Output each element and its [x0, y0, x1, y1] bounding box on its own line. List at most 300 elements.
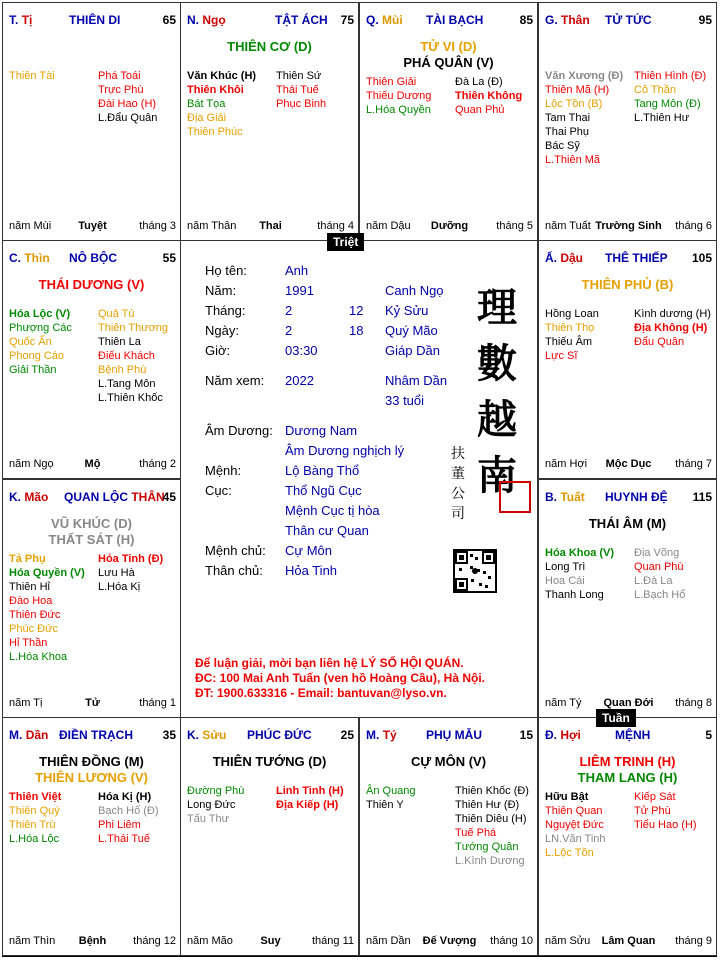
- minor-star: Bát Tọa: [187, 98, 226, 110]
- value-am-duong: Dương Nam: [285, 423, 358, 438]
- minor-star: Tang Môn (Đ): [634, 98, 701, 110]
- palace-header: [9, 251, 176, 267]
- palace-can: T.: [9, 13, 19, 27]
- palace-footer: [187, 935, 354, 949]
- label-ho-ten: Họ tên:: [205, 263, 247, 278]
- label-menh: Mệnh:: [205, 463, 242, 478]
- palace-name-text: TỬ TỨC: [605, 13, 652, 27]
- palace-number: 45: [162, 490, 176, 504]
- palace-position: [187, 728, 226, 742]
- value-gio: 03:30: [285, 343, 318, 358]
- minor-star: Thiên Khốc (Đ): [455, 785, 529, 797]
- minor-star: Kình dương (H): [634, 308, 711, 320]
- minor-stars-left: [187, 784, 244, 826]
- minor-star: Thái Tuế: [276, 84, 319, 96]
- minor-star: Thiên Hư (Đ): [455, 799, 520, 811]
- palace-hoi[interactable]: [538, 717, 717, 956]
- value-menh-chu: Cự Môn: [285, 543, 332, 558]
- minor-star: Thiên Hỉ: [9, 581, 50, 593]
- minor-star: Địa Võng: [634, 547, 680, 559]
- value-cuc: Thổ Ngũ Cục: [285, 483, 362, 498]
- palace-position: [9, 728, 48, 742]
- palace-number: 15: [519, 728, 533, 742]
- main-star: CỰ MÔN (V): [410, 754, 487, 769]
- palace-year: năm Sửu: [545, 935, 591, 947]
- label-cuc: Cục:: [205, 483, 232, 498]
- palace-year: năm Tuất: [545, 220, 591, 232]
- palace-header: [187, 13, 354, 29]
- palace-footer: [9, 458, 176, 472]
- main-star: THẤT SÁT (H): [48, 532, 135, 547]
- minor-star: Thiên Tài: [9, 70, 55, 82]
- calligraphy: [451, 276, 521, 522]
- calligraphy-char: 數: [477, 340, 517, 387]
- label-than-chu: Thân chủ:: [205, 563, 263, 578]
- minor-star: Bạch Hổ (Đ): [98, 805, 159, 817]
- palace-stage: Tuyệt: [78, 220, 107, 232]
- palace-header: [545, 13, 712, 29]
- minor-star: Hỏa Tinh (Đ): [98, 553, 164, 565]
- minor-star: Văn Xương (Đ): [545, 70, 624, 82]
- value-ngay-am: Quý Mão: [385, 323, 438, 338]
- palace-can: C.: [9, 251, 21, 265]
- palace-name-text: ĐIỀN TRẠCH: [59, 728, 133, 742]
- palace-header: [545, 728, 712, 744]
- value-than-chu: Hỏa Tinh: [285, 563, 338, 578]
- palace-position: [545, 13, 590, 27]
- palace-position: [9, 251, 50, 265]
- palace-stage: Đế Vượng: [422, 935, 477, 947]
- minor-star: Long Trì: [545, 561, 586, 573]
- palace-year: năm Dần: [366, 935, 411, 947]
- minor-star: Thiếu Dương: [366, 90, 432, 102]
- minor-star: L.Hóa Khoa: [9, 651, 68, 663]
- minor-star: Nguyệt Đức: [545, 819, 604, 831]
- palace-footer: [545, 458, 712, 472]
- minor-star: Quan Phủ: [455, 104, 505, 116]
- palace-year: năm Ngọ: [9, 458, 54, 470]
- palace-can: K.: [187, 728, 199, 742]
- palace-can: Q.: [366, 13, 379, 27]
- minor-stars-left: [187, 69, 256, 139]
- palace-number: 55: [162, 251, 176, 265]
- palace-year: năm Mão: [187, 935, 233, 947]
- value-nam-am: Canh Ngọ: [385, 283, 444, 298]
- palace-stage: Bệnh: [78, 935, 107, 947]
- minor-star: Phúc Đức: [9, 623, 58, 635]
- red-seal: [499, 481, 531, 513]
- minor-star: Thiếu Âm: [545, 336, 593, 348]
- palace-position: [187, 13, 226, 27]
- palace-stage: Tử: [85, 697, 100, 709]
- minor-star: Hóa Quyền (V): [9, 567, 85, 579]
- minor-star: Cô Thần: [634, 84, 676, 96]
- minor-star: Hoa Cái: [545, 575, 585, 587]
- palace-number: 75: [340, 13, 354, 27]
- palace-chi: Mùi: [382, 13, 403, 27]
- main-star: THÁI ÂM (M): [588, 516, 667, 531]
- minor-star: Hỉ Thần: [9, 637, 48, 649]
- minor-star: Thiên Giải: [366, 76, 417, 88]
- palace-position: [545, 490, 585, 504]
- minor-stars-left: [9, 307, 72, 377]
- palace-than[interactable]: [538, 2, 717, 241]
- minor-stars-left: [366, 75, 431, 117]
- minor-star: L.Lộc Tồn: [545, 847, 594, 859]
- palace-chi: Tuất: [560, 490, 585, 504]
- palace-position: [9, 490, 48, 504]
- minor-star: Thiên Trù: [9, 819, 56, 831]
- minor-star: Phục Binh: [276, 98, 327, 110]
- value-tuoi: 33 tuổi: [385, 393, 425, 408]
- minor-star: Lưu Hà: [98, 567, 135, 579]
- minor-stars-left: [366, 784, 416, 812]
- palace-tuat[interactable]: [538, 479, 717, 718]
- palace-footer: [9, 220, 176, 234]
- palace-header: [9, 728, 176, 744]
- palace-year: năm Dậu: [366, 220, 411, 232]
- minor-star: Đào Hoa: [9, 595, 53, 607]
- value-thang-am: Kỷ Sửu: [385, 303, 429, 318]
- palace-suu[interactable]: [180, 717, 359, 956]
- palace-name-text: HUYNH ĐỆ: [605, 490, 668, 504]
- value-cuc-2: Mệnh Cục tị hòa: [285, 503, 380, 518]
- value-thang-al: 12: [349, 303, 364, 318]
- palace-number: 65: [162, 13, 176, 27]
- value-cuc-3: Thân cư Quan: [285, 523, 369, 538]
- palace-name-text: QUAN LỘC: [64, 490, 128, 504]
- minor-stars-left: [545, 69, 623, 167]
- palace-chi: Tị: [21, 13, 33, 27]
- palace-month: tháng 11: [311, 935, 354, 947]
- label-gio: Giờ:: [205, 343, 231, 358]
- qr-code-graphic: [455, 551, 495, 591]
- minor-star: Tuế Phá: [455, 827, 497, 839]
- minor-stars-left: [9, 69, 55, 83]
- label-ngay: Ngày:: [205, 323, 239, 338]
- palace-name: [275, 13, 328, 27]
- palace-name: [605, 13, 652, 27]
- main-star: VŨ KHÚC (D): [51, 516, 132, 531]
- palace-position: [9, 13, 32, 27]
- calligraphy-small-char: 扶: [451, 446, 465, 462]
- minor-star: L.Thiên Mã: [545, 154, 601, 166]
- calligraphy-small-char: 董: [451, 466, 465, 482]
- minor-stars-right: [634, 790, 697, 832]
- minor-star: Thiên Mã (H): [545, 84, 610, 96]
- minor-star: Tử Phù: [634, 805, 671, 817]
- calligraphy-small: [451, 444, 467, 524]
- minor-star: Hóa Khoa (V): [545, 547, 615, 559]
- value-ngay-al: 18: [349, 323, 364, 338]
- palace-year: năm Tị: [9, 697, 43, 709]
- minor-star: Giải Thần: [9, 364, 57, 376]
- palace-header: [9, 490, 176, 506]
- minor-stars-right: [455, 75, 522, 117]
- contact-line-1: Để luận giải, mời bạn liên hệ LÝ SỐ HỘI QUÁN.: [195, 656, 464, 670]
- contact-footer: [195, 656, 485, 701]
- palace-number: 105: [691, 251, 712, 265]
- palace-stage: Quan Đới: [603, 697, 654, 709]
- palace-footer: [187, 220, 354, 234]
- palace-footer: [9, 697, 176, 711]
- minor-star: Trực Phù: [98, 84, 144, 96]
- value-gio-am: Giáp Dần: [385, 343, 440, 358]
- palace-stage: Thai: [259, 220, 282, 232]
- main-star: THIÊN PHỦ (B): [581, 277, 674, 292]
- palace-can: M.: [366, 728, 380, 742]
- palace-position: [366, 13, 403, 27]
- minor-star: Văn Khúc (H): [187, 70, 257, 82]
- palace-ti[interactable]: [2, 2, 181, 241]
- minor-star: Lộc Tồn (B): [545, 98, 603, 110]
- palace-year: năm Mùi: [9, 220, 52, 232]
- calligraphy-char: 越: [477, 396, 517, 443]
- minor-star: Long Đức: [187, 799, 236, 811]
- minor-star: L.Thiên Hư: [634, 112, 690, 124]
- palace-footer: [366, 935, 533, 949]
- minor-star: L.Hóa Kị: [98, 581, 141, 593]
- minor-star: L.Hóa Quyền: [366, 104, 431, 116]
- minor-star: Linh Tinh (H): [276, 785, 344, 797]
- minor-star: L.Kình Dương: [455, 855, 525, 867]
- palace-can: G.: [545, 13, 558, 27]
- minor-star: LN.Văn Tinh: [545, 833, 606, 845]
- palace-month: tháng 10: [490, 935, 533, 947]
- calligraphy-char: 理: [477, 284, 517, 331]
- minor-stars-left: [545, 790, 606, 860]
- minor-stars-right: [98, 790, 159, 846]
- minor-star: Lực Sĩ: [545, 350, 578, 362]
- minor-star: Tam Thai: [545, 112, 591, 124]
- minor-star: Quả Tú: [98, 308, 135, 320]
- palace-thin[interactable]: [2, 240, 181, 479]
- minor-star: Hữu Bật: [545, 791, 589, 803]
- minor-star: Phi Liêm: [98, 819, 141, 831]
- main-star: TỬ VI (D): [420, 39, 477, 54]
- minor-star: Đà La (Đ): [455, 76, 503, 88]
- palace-position: [545, 251, 583, 265]
- minor-stars-right: [276, 69, 326, 111]
- contact-line-3[interactable]: ĐT: 1900.633316 - Email: bantuvan@lyso.vn.: [195, 686, 447, 700]
- palace-mao[interactable]: [2, 479, 181, 718]
- palace-month: tháng 1: [139, 697, 176, 709]
- palace-month: tháng 9: [675, 935, 712, 947]
- palace-name-text: TẬT ÁCH: [275, 13, 328, 27]
- minor-star: Tả Phụ: [9, 553, 46, 565]
- palace-chi: Mão: [24, 490, 49, 504]
- minor-star: Thiên Y: [366, 799, 404, 811]
- minor-star: Tiểu Hao (H): [634, 819, 697, 831]
- main-star: THÁI DƯƠNG (V): [38, 277, 145, 292]
- tuan-marker: Tuần: [596, 709, 636, 727]
- minor-stars-left: [545, 307, 599, 363]
- minor-star: Thiên Đức: [9, 609, 61, 621]
- palace-chi: Dậu: [560, 251, 584, 265]
- palace-chi: Tý: [382, 728, 397, 742]
- main-star: THIÊN TƯỚNG (D): [212, 754, 327, 769]
- minor-star: Thiên Việt: [9, 791, 62, 803]
- palace-name-text: PHÚC ĐỨC: [247, 728, 312, 742]
- minor-star: Bác Sỹ: [545, 140, 580, 152]
- palace-name-text: THÊ THIẾP: [605, 251, 668, 265]
- palace-month: tháng 5: [496, 220, 533, 232]
- minor-star: Thanh Long: [545, 589, 604, 601]
- main-star: THIÊN ĐỒNG (M): [39, 754, 144, 769]
- minor-stars-right: [276, 784, 344, 812]
- value-nam-xem-am: Nhâm Dần: [385, 373, 448, 388]
- label-nam-xem: Năm xem:: [205, 373, 265, 388]
- palace-month: tháng 12: [133, 935, 176, 947]
- palace-name: [605, 251, 668, 265]
- minor-stars-right: [634, 546, 685, 602]
- palace-number: 85: [519, 13, 533, 27]
- minor-star: Địa Không (H): [634, 322, 708, 334]
- minor-star: L.Tang Môn: [98, 378, 156, 390]
- palace-number: 95: [698, 13, 712, 27]
- minor-star: Thiên Diêu (H): [455, 813, 527, 825]
- qr-code[interactable]: [453, 549, 497, 593]
- main-star: LIÊM TRINH (H): [579, 754, 676, 769]
- minor-stars-right: [455, 784, 529, 868]
- label-am-duong: Âm Dương:: [205, 423, 273, 438]
- calligraphy-small-char: 公: [451, 486, 465, 502]
- palace-month: tháng 8: [675, 697, 712, 709]
- palace-name-text: TÀI BẠCH: [426, 13, 484, 27]
- value-ho-ten: Anh: [285, 263, 309, 278]
- main-star: PHÁ QUÂN (V): [403, 55, 494, 70]
- palace-year: năm Tý: [545, 697, 582, 709]
- minor-star: Thiên Hình (Đ): [634, 70, 707, 82]
- minor-star: Hóa Lộc (V): [9, 308, 71, 320]
- palace-year: năm Thìn: [9, 935, 56, 947]
- palace-position: [366, 728, 397, 742]
- palace-name: [59, 728, 133, 742]
- palace-can: N.: [187, 13, 199, 27]
- minor-stars-left: [9, 552, 85, 664]
- palace-can: M.: [9, 728, 23, 742]
- palace-name: [426, 13, 483, 27]
- palace-month: tháng 7: [675, 458, 712, 470]
- palace-can: Ấ.: [545, 251, 557, 265]
- value-menh: Lộ Bàng Thổ: [285, 463, 360, 478]
- palace-number: 25: [340, 728, 354, 742]
- palace-can: B.: [545, 490, 557, 504]
- minor-star: Quan Phù: [634, 561, 684, 573]
- value-thang: 2: [285, 303, 293, 318]
- minor-stars-left: [9, 790, 61, 846]
- minor-star: Tướng Quân: [455, 841, 519, 853]
- palace-dau[interactable]: [538, 240, 717, 479]
- label-menh-chu: Mệnh chủ:: [205, 543, 266, 558]
- palace-month: tháng 2: [139, 458, 176, 470]
- minor-stars-right: [98, 307, 168, 405]
- minor-star: Hồng Loan: [545, 308, 599, 320]
- palace-name: [247, 728, 312, 742]
- palace-ty[interactable]: [359, 717, 538, 956]
- palace-stage: Mộc Dục: [605, 458, 652, 470]
- palace-chi: Ngọ: [202, 13, 226, 27]
- center-info-panel: [180, 240, 538, 718]
- minor-star: Quốc Ấn: [9, 336, 52, 348]
- minor-star: Đẩu Quân: [634, 336, 685, 348]
- minor-star: Bệnh Phù: [98, 364, 147, 376]
- minor-star: Ân Quang: [366, 785, 416, 797]
- minor-star: Thiên Quan: [545, 805, 603, 817]
- palace-chi: Hợi: [560, 728, 581, 742]
- palace-stage: Suy: [260, 935, 281, 947]
- palace-name-text: MỆNH: [615, 728, 651, 742]
- triet-marker: Triệt: [327, 233, 364, 251]
- palace-year: năm Hợi: [545, 458, 588, 470]
- palace-name: [615, 728, 650, 742]
- minor-star: L.Thái Tuế: [98, 833, 150, 845]
- palace-position: [545, 728, 581, 742]
- palace-name: [69, 13, 120, 27]
- palace-header: [545, 490, 712, 506]
- palace-name-text: PHỤ MẪU: [426, 728, 482, 742]
- minor-stars-right: [98, 552, 163, 594]
- main-star: THAM LANG (H): [577, 770, 678, 785]
- minor-star: Phượng Các: [9, 322, 72, 334]
- label-thang: Tháng:: [205, 303, 246, 318]
- minor-star: Thiên La: [98, 336, 141, 348]
- minor-star: L.Hóa Lộc: [9, 833, 60, 845]
- palace-name-text: THIÊN DI: [69, 13, 121, 27]
- minor-star: Thiên Không: [455, 90, 523, 102]
- minor-star: Đường Phù: [187, 785, 245, 797]
- palace-dan[interactable]: [2, 717, 181, 956]
- palace-month: tháng 4: [317, 220, 354, 232]
- minor-star: Thiên Khôi: [187, 84, 244, 96]
- palace-footer: [545, 935, 712, 949]
- palace-name: [64, 490, 165, 504]
- palace-footer: [545, 220, 712, 234]
- minor-star: Địa Giải: [187, 112, 227, 124]
- palace-name: [605, 490, 668, 504]
- minor-star: Thiên Sứ: [276, 70, 322, 82]
- minor-star: L.Bạch Hổ: [634, 589, 686, 601]
- palace-header: [9, 13, 176, 29]
- minor-star: Thai Phụ: [545, 126, 590, 138]
- minor-star: Phá Toái: [98, 70, 141, 82]
- palace-chi: Dần: [25, 728, 49, 742]
- minor-star: Thiên Thương: [98, 322, 169, 334]
- palace-can: Đ.: [545, 728, 557, 742]
- contact-line-2: ĐC: 100 Mai Anh Tuấn (ven hồ Hoàng Cầu), Hà Nội.: [195, 671, 486, 685]
- minor-star: Điếu Khách: [98, 350, 155, 362]
- palace-year: năm Thân: [187, 220, 237, 232]
- palace-header: [366, 13, 533, 29]
- palace-stage: Dưỡng: [430, 220, 469, 232]
- palace-footer: [366, 220, 533, 234]
- palace-mui[interactable]: [359, 2, 538, 241]
- minor-star: L.Thiên Khốc: [98, 392, 163, 404]
- value-nam-xem: 2022: [285, 373, 314, 388]
- palace-stage: Mộ: [84, 458, 101, 470]
- minor-star: L.Đà La: [634, 575, 673, 587]
- palace-name: [426, 728, 482, 742]
- palace-chi: Thìn: [24, 251, 50, 265]
- calligraphy-small-char: 司: [451, 506, 465, 522]
- value-am-duong-2: Âm Dương nghịch lý: [285, 443, 405, 458]
- calligraphy-char: 南: [477, 452, 517, 499]
- minor-star: Thiên Phúc: [187, 126, 243, 138]
- palace-ngo[interactable]: [180, 2, 359, 241]
- minor-star: L.Đẩu Quân: [98, 112, 158, 124]
- palace-header: [545, 251, 712, 267]
- palace-chi: Sửu: [202, 728, 227, 742]
